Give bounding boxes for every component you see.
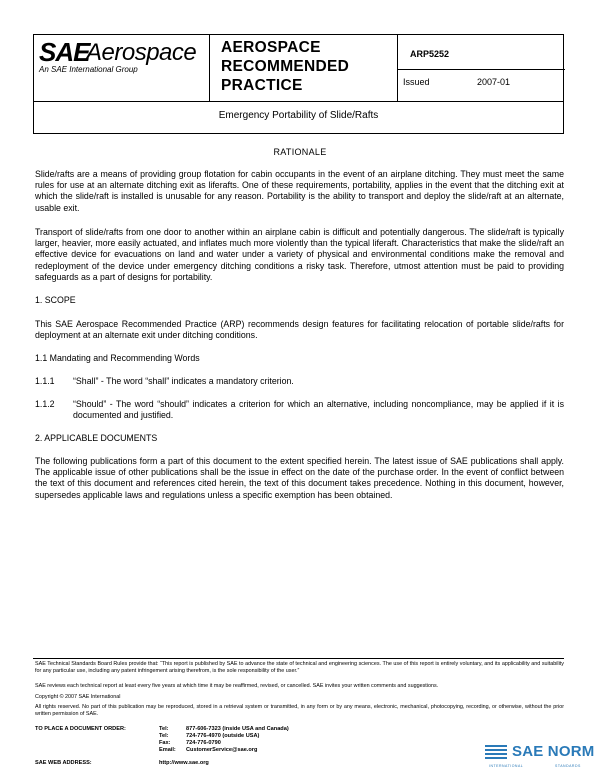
section-1-1-2-text: “Should” - The word “should” indicates a criterion for which an alternative, including noncompliance, may be applied if it is documented and justified.	[73, 399, 564, 421]
footer-rules: SAE Technical Standards Board Rules provide that: “This report is published by SAE to advance the state of technical and engineering sciences. The use of this report is entirely voluntary, and its applicability and suitability for any particular use, including any patent infringement arising therefrom, is the sole responsibility of the user.”	[35, 661, 564, 674]
rationale-heading: RATIONALE	[273, 147, 327, 157]
issued-label: Issued	[403, 77, 430, 87]
section-1-1-heading: 1.1 Mandating and Recommending Words	[35, 353, 200, 363]
web-address-label: SAE WEB ADDRESS:	[35, 760, 92, 766]
tel-label: Tel:	[159, 726, 169, 732]
issued-date: 2007-01	[477, 77, 511, 87]
fax-label: Fax:	[159, 740, 171, 746]
email-link[interactable]: CustomerService@sae.org	[186, 747, 258, 753]
tel2-label: Tel:	[159, 733, 169, 739]
document-type	[221, 38, 349, 95]
watermark-subtext: STANDARDS	[555, 764, 581, 768]
section-2-paragraph: The following publications form a part of this document to the extent specified herein. The latest issue of SAE publications shall apply. The applicable issue of other publications shall be the issue in effect on the date of the purchase order. In the event of conflict between the text of this document and references cited herein, the text of this document takes precedence. Nothing in this document, however, supersedes applicable laws and regulations unless a specific exemption has been obtained.	[35, 456, 564, 500]
aerospace-logo-text: Aerospace	[86, 39, 197, 66]
document-header	[33, 34, 564, 134]
section-1-paragraph: This SAE Aerospace Recommended Practice (ARP) recommends design features for facilitating relocation of portable slide/rafts for deployment at an alternate exit under ditching conditions.	[35, 319, 564, 341]
document-type-line: PRACTICE	[221, 77, 303, 94]
watermark-subtext: INTERNATIONAL	[489, 764, 524, 768]
sae-logo: SAE	[39, 37, 90, 67]
logo-subtitle: An SAE International Group	[39, 65, 138, 74]
rationale-paragraph-2: Transport of slide/rafts from one door to another within an airplane cabin is difficult and potentially dangerous. The slide/raft is typically larger, heavier, more easily actuated, and inflates much more violently than the typical liferaft. Characteristics that make the slide/raft an effective device for evacuations on land and water under a variety of physical and environmental conditions make the removal and redeployment of the device under emergency ditching conditions a risky task. Therefore, utmost attention must be paid to providing safeguards as a part of designs for portability.	[35, 227, 564, 282]
web-address-link[interactable]: http://www.sae.org	[159, 760, 209, 766]
divider	[34, 101, 563, 102]
section-1-heading: 1. SCOPE	[35, 295, 76, 305]
footer-divider	[33, 658, 564, 659]
watermark-text: SAE NORM	[512, 743, 595, 760]
document-type-line: AEROSPACE	[221, 39, 321, 56]
email-label: Email:	[159, 747, 176, 753]
divider	[209, 35, 210, 101]
rationale-paragraph-1: Slide/rafts are a means of providing group flotation for cabin occupants in the event of an airplane ditching. They must meet the same rules for use at an alternate ditching exit as liferafts. One of these requirements, portability, applies in the event that the ditching exit at which the slide/raft is installed is unusable for any reason. Portability is the ability to transport and deploy the slide/raft at an alternate, usable exit.	[35, 169, 564, 213]
tel-value: 877-606-7323 (inside USA and Canada)	[186, 726, 289, 732]
document-title: Emergency Portability of Slide/Rafts	[218, 110, 379, 121]
divider	[397, 35, 398, 101]
section-2-heading: 2. APPLICABLE DOCUMENTS	[35, 433, 158, 443]
order-label: TO PLACE A DOCUMENT ORDER:	[35, 726, 126, 732]
footer-rights: All rights reserved. No part of this publication may be reproduced, stored in a retrieval system or transmitted, in any form or by any means, electronic, mechanical, photocopying, recording, or otherwise, without the prior written permission of SAE.	[35, 704, 564, 717]
document-type-line: RECOMMENDED	[221, 58, 350, 75]
fax-value: 724-776-0790	[186, 740, 221, 746]
footer-copyright: Copyright © 2007 SAE International	[35, 694, 121, 700]
tel2-value: 724-776-4970 (outside USA)	[186, 733, 260, 739]
section-1-1-2-number: 1.1.2	[35, 399, 55, 409]
section-1-1-1-number: 1.1.1	[35, 376, 55, 386]
document-number: ARP5252	[410, 49, 450, 59]
footer-review: SAE reviews each technical report at least every five years at which time it may be reaffirmed, revised, or cancelled. SAE invites your written comments and suggestions.	[35, 683, 439, 689]
divider	[397, 69, 565, 70]
section-1-1-1-text: “Shall” - The word “shall” indicates a mandatory criterion.	[73, 376, 294, 386]
